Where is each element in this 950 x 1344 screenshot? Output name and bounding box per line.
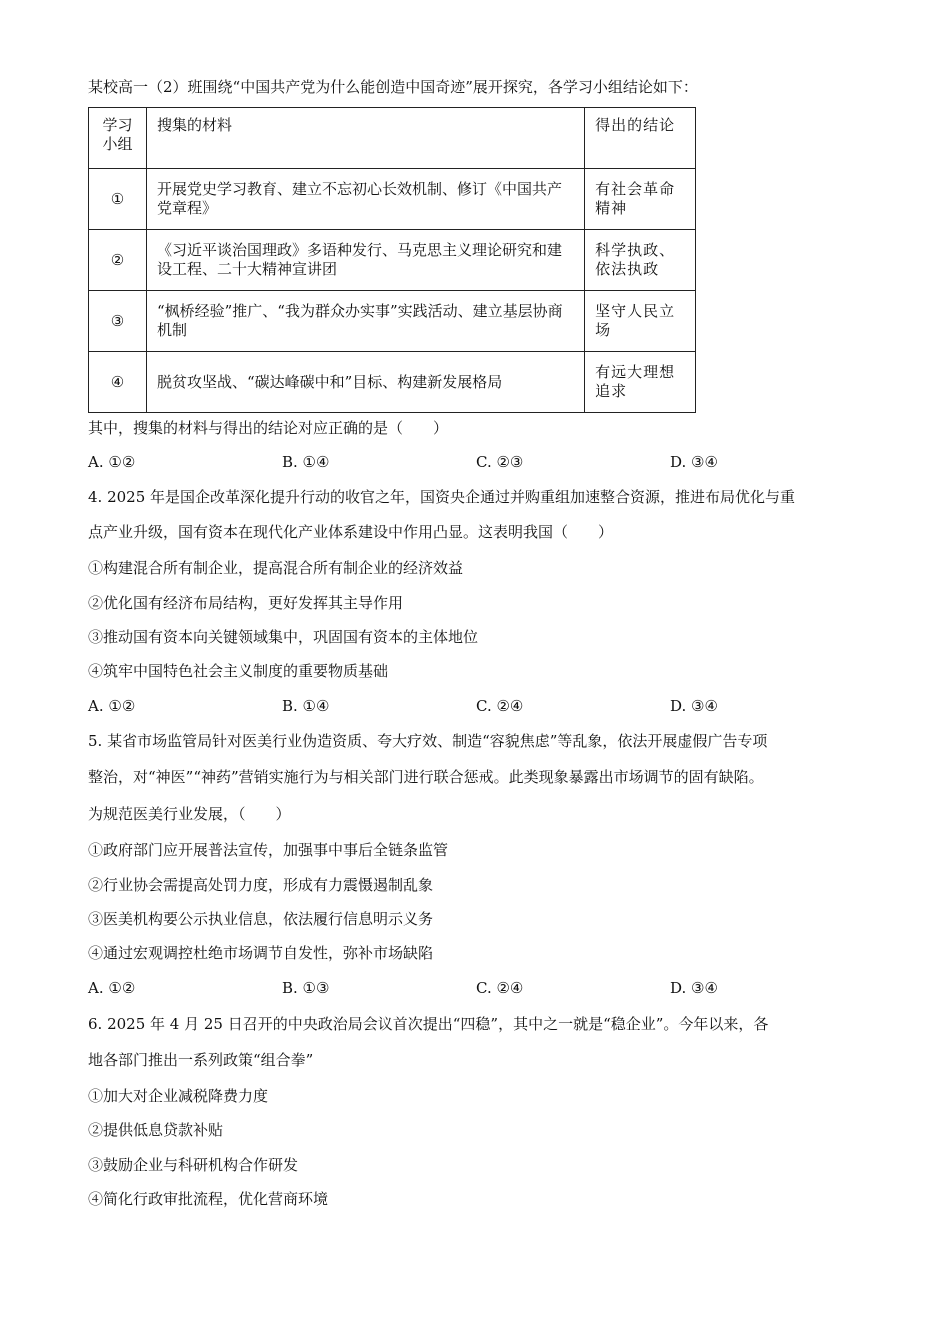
table-row	[89, 291, 696, 352]
q4-options	[88, 696, 868, 716]
q3-options	[88, 452, 868, 472]
row-conclusion: 有社会革命精神	[585, 169, 696, 230]
q3-table	[88, 107, 696, 413]
option-d[interactable]: D. ③④	[670, 453, 718, 471]
header-material: 搜集的材料	[146, 108, 584, 169]
q6-item-3: ③鼓励企业与科研机构合作研发	[88, 1156, 299, 1174]
q5-item-2: ②行业协会需提高处罚力度，形成有力震慑遏制乱象	[88, 876, 434, 894]
row-material: 《习近平谈治国理政》多语种发行、马克思主义理论研究和建设工程、二十大精神宣讲团	[146, 230, 584, 291]
q5-stem-line2: 整治，对“神医”“神药”营销实施行为与相关部门进行联合惩戒。此类现象暴露出市场调节的固有缺陷。	[88, 768, 764, 786]
q3-question: 其中，搜集的材料与得出的结论对应正确的是（ ）	[88, 419, 449, 437]
q5-stem-line1: 5. 某省市场监管局针对医美行业伪造资质、夸大疗效、制造“容貌焦虑”等乱象，依法开展虚假广告专项	[88, 732, 768, 750]
q6-item-1: ①加大对企业减税降费力度	[88, 1087, 269, 1105]
header-conclusion: 得出的结论	[585, 108, 696, 169]
table-row	[89, 352, 696, 413]
row-group: ③	[89, 291, 147, 352]
row-material: 开展党史学习教育、建立不忘初心长效机制、修订《中国共产党章程》	[146, 169, 584, 230]
q6-stem-line2: 地各部门推出一系列政策“组合拳”	[88, 1051, 314, 1069]
option-a[interactable]: A. ①②	[88, 697, 136, 715]
q4-item-2: ②优化国有经济布局结构，更好发挥其主导作用	[88, 594, 404, 612]
row-group: ④	[89, 352, 147, 413]
option-a[interactable]: A. ①②	[88, 979, 136, 997]
table-row	[89, 230, 696, 291]
row-conclusion: 坚守人民立场	[585, 291, 696, 352]
table-header-row	[89, 108, 696, 169]
table-row	[89, 169, 696, 230]
option-c[interactable]: C. ②④	[476, 697, 524, 715]
q6-stem-line1: 6. 2025 年 4 月 25 日召开的中央政治局会议首次提出“四稳”，其中之一就是“稳企业”。今年以来，各	[88, 1015, 769, 1033]
q4-item-1: ①构建混合所有制企业，提高混合所有制企业的经济效益	[88, 559, 464, 577]
row-material: 脱贫攻坚战、“碳达峰碳中和”目标、构建新发展格局	[146, 352, 584, 413]
option-d[interactable]: D. ③④	[670, 979, 718, 997]
header-group: 学习小组	[89, 108, 147, 169]
q5-item-4: ④通过宏观调控杜绝市场调节自发性，弥补市场缺陷	[88, 944, 434, 962]
q3-intro: 某校高一（2）班围绕“中国共产党为什么能创造中国奇迹”展开探究，各学习小组结论如下：	[88, 78, 698, 96]
option-c[interactable]: C. ②③	[476, 453, 524, 471]
row-conclusion: 科学执政、依法执政	[585, 230, 696, 291]
q4-item-4: ④筑牢中国特色社会主义制度的重要物质基础	[88, 662, 389, 680]
q6-item-2: ②提供低息贷款补贴	[88, 1121, 224, 1139]
q6-item-4: ④简化行政审批流程，优化营商环境	[88, 1190, 329, 1208]
option-b[interactable]: B. ①③	[282, 979, 330, 997]
option-c[interactable]: C. ②④	[476, 979, 524, 997]
q4-stem-line2: 点产业升级，国有资本在现代化产业体系建设中作用凸显。这表明我国（ ）	[88, 523, 614, 541]
option-d[interactable]: D. ③④	[670, 697, 718, 715]
q5-item-3: ③医美机构要公示执业信息，依法履行信息明示义务	[88, 910, 434, 928]
q4-stem-line1: 4. 2025 年是国企改革深化提升行动的收官之年，国资央企通过并购重组加速整合资源，推进布局优化与重	[88, 488, 796, 506]
row-group: ②	[89, 230, 147, 291]
option-b[interactable]: B. ①④	[282, 453, 330, 471]
q5-options	[88, 978, 868, 998]
q5-item-1: ①政府部门应开展普法宣传，加强事中事后全链条监管	[88, 841, 449, 859]
row-group: ①	[89, 169, 147, 230]
option-a[interactable]: A. ①②	[88, 453, 136, 471]
row-material: “枫桥经验”推广、“我为群众办实事”实践活动、建立基层协商机制	[146, 291, 584, 352]
option-b[interactable]: B. ①④	[282, 697, 330, 715]
row-conclusion: 有远大理想追求	[585, 352, 696, 413]
q5-stem-line3: 为规范医美行业发展，（ ）	[88, 805, 291, 823]
q4-item-3: ③推动国有资本向关键领域集中，巩固国有资本的主体地位	[88, 628, 479, 646]
